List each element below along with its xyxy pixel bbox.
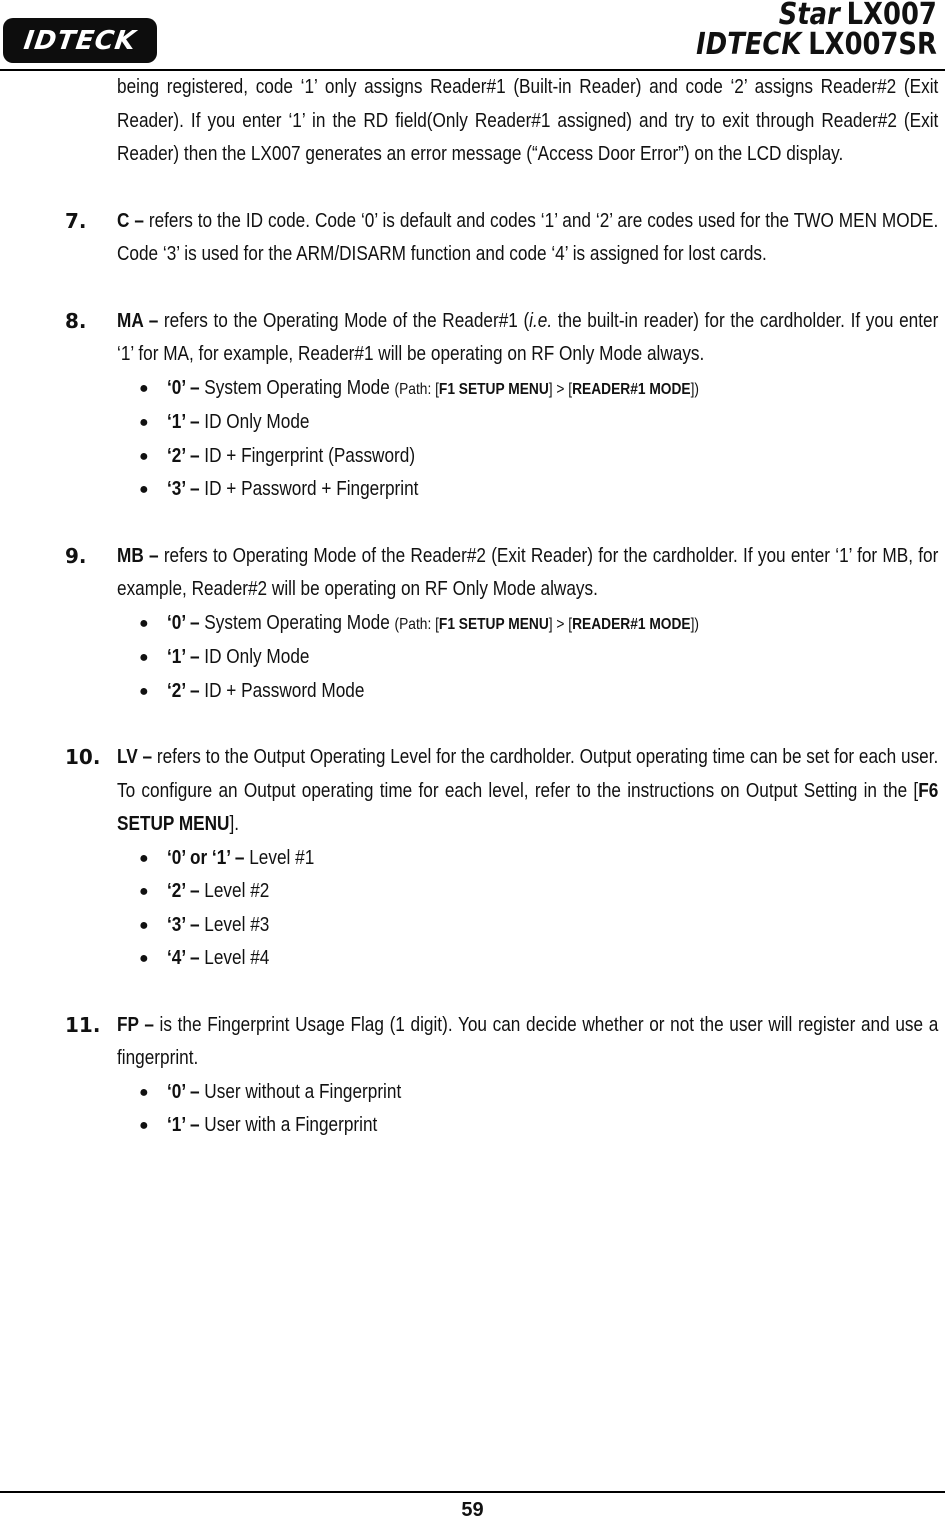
- option-label: Level #4: [199, 947, 270, 969]
- path-menu: F1 SETUP MENU: [438, 615, 549, 633]
- item-term: FP –: [117, 1013, 154, 1036]
- item-10-text: [117, 741, 938, 842]
- model-title-line-1: [779, 0, 937, 30]
- bullet-dot-icon: ●: [139, 950, 149, 967]
- item-description-cont: the built-in reader) for the cardholder. If you enter ‘1’ for MA, for example, Reader#1 will be operating on RF Only Mode always.: [117, 309, 939, 365]
- option-code: ‘2’ –: [167, 679, 200, 702]
- item-description-end: ].: [229, 813, 240, 835]
- option-code: ‘0’ –: [167, 611, 200, 634]
- path-submenu: READER#1 MODE: [572, 380, 691, 398]
- intro-block: [117, 71, 938, 172]
- intro-paragraph: being registered, code ‘1’ only assigns Reader#1 (Built-in Reader) and code ‘2’ assigns Reader#2 (Exit Reader). If you enter ‘1’ in the RD field(Only Reader#1 assigned) and try to exit through Reader#2 (Exit Reader) then the LX007 generates an error message (“Access Door Error”) on the LCD display.: [117, 76, 939, 165]
- item-description: refers to Operating Mode of the Reader#2 (Exit Reader) for the cardholder. If you enter ‘1’ for MB, for example, Reader#2 will be operating on RF Only Mode always.: [117, 544, 939, 600]
- list-item: [139, 875, 938, 909]
- option-code: ‘4’ –: [167, 947, 200, 969]
- option-code: ‘0’ or ‘1’ –: [167, 846, 245, 869]
- option-label: ID + Password Mode: [199, 679, 365, 702]
- item-term: MB: [117, 544, 144, 567]
- item-10: [65, 741, 939, 976]
- item-term: C: [117, 209, 130, 232]
- item-number: 11.: [65, 1012, 101, 1037]
- option-code: ‘1’ –: [167, 1114, 200, 1136]
- item-description: refers to the ID code. Code ‘0’ is default and codes ‘1’ and ‘2’ are codes used for the TWO MEN MODE. Code ‘3’ is used for the ARM/DISARM function and code ‘4’ is assigned for lost cards.: [117, 209, 939, 265]
- list-item: [139, 607, 938, 642]
- path-prefix: (Path: [: [394, 380, 439, 398]
- item-7: [65, 205, 939, 272]
- item-8-text: [117, 305, 938, 372]
- list-item: [139, 675, 938, 709]
- star-brand: Star: [778, 0, 840, 32]
- list-item: [139, 1109, 938, 1143]
- model-lx007sr: LX007SR: [808, 27, 937, 62]
- path-submenu: READER#1 MODE: [572, 615, 691, 633]
- option-label: Level #2: [199, 880, 270, 902]
- path-suffix: ]): [690, 380, 700, 398]
- bullet-dot-icon: ●: [139, 447, 149, 465]
- option-label: ID + Password + Fingerprint: [199, 478, 419, 500]
- bullet-dot-icon: ●: [139, 849, 149, 867]
- bullet-dot-icon: ●: [139, 1083, 149, 1101]
- item-number: 10.: [65, 745, 101, 769]
- option-label: System Operating Mode: [199, 376, 395, 399]
- menu-path: [395, 616, 699, 633]
- bullet-dot-icon: ●: [139, 1117, 149, 1134]
- item-description: is the Fingerprint Usage Flag (1 digit). You can decide whether or not the user will register and use a fingerprint.: [117, 1013, 939, 1069]
- idteck-logo: [3, 18, 157, 63]
- path-suffix: ]): [690, 615, 700, 633]
- option-label: ID Only Mode: [199, 411, 310, 433]
- bullet-dot-icon: ●: [139, 883, 149, 900]
- model-title-line-2: [696, 27, 937, 62]
- bullet-dot-icon: ●: [139, 414, 149, 431]
- bullet-dot-icon: ●: [139, 682, 149, 700]
- path-separator: ] > [: [548, 380, 573, 398]
- item-dash: –: [129, 209, 149, 232]
- list-item: [139, 406, 938, 440]
- item-dash: –: [143, 309, 164, 332]
- option-label: ID + Fingerprint (Password): [199, 444, 416, 467]
- bullet-dot-icon: ●: [139, 649, 149, 666]
- option-code: ‘3’ –: [167, 913, 200, 936]
- item-term: LV –: [117, 746, 153, 768]
- bullet-dot-icon: ●: [139, 481, 149, 498]
- idteck-brand: IDTECK: [696, 27, 802, 62]
- list-item: [139, 372, 938, 407]
- option-code: ‘0’ –: [167, 376, 200, 399]
- page-body: [0, 69, 945, 1143]
- item-11: [65, 1009, 939, 1143]
- path-prefix: (Path: [: [394, 615, 439, 633]
- list-item: [139, 942, 938, 976]
- option-label: ID Only Mode: [199, 646, 310, 668]
- list-item: [139, 1076, 938, 1110]
- item-7-text: [117, 205, 938, 272]
- option-code: ‘0’ –: [167, 1080, 200, 1103]
- option-code: ‘1’ –: [167, 646, 200, 668]
- bullet-dot-icon: ●: [139, 379, 149, 397]
- item-11-text: [117, 1009, 938, 1076]
- list-item: [139, 909, 938, 943]
- item-9: [65, 540, 939, 709]
- item-description: refers to the Operating Mode of the Reader#1 (: [163, 309, 530, 332]
- item-9-text: [117, 540, 938, 607]
- ie-abbrev: i.e.: [529, 309, 553, 332]
- list-item: [139, 440, 938, 474]
- item-dash: –: [143, 544, 164, 567]
- option-code: ‘2’ –: [167, 880, 200, 902]
- logo-text: IDTECK: [21, 25, 139, 56]
- option-label: User without a Fingerprint: [199, 1080, 402, 1103]
- list-item: [139, 473, 938, 507]
- page-number: 59: [461, 1499, 484, 1521]
- item-number: 8.: [65, 308, 87, 333]
- option-code: ‘2’ –: [167, 444, 200, 467]
- option-label: Level #1: [244, 846, 315, 869]
- item-8: [65, 305, 939, 507]
- option-code: ‘3’ –: [167, 478, 200, 500]
- option-label: Level #3: [199, 913, 270, 936]
- path-menu: F1 SETUP MENU: [438, 380, 549, 398]
- item-term: MA: [117, 309, 144, 332]
- menu-name: F6 SETUP MENU: [117, 779, 939, 835]
- bullet-dot-icon: ●: [139, 614, 149, 632]
- option-code: ‘1’ –: [167, 411, 200, 433]
- option-label: System Operating Mode: [199, 611, 395, 634]
- list-item: [139, 641, 938, 675]
- item-number: 9.: [65, 543, 87, 568]
- path-separator: ] > [: [548, 615, 573, 633]
- model-lx007: LX007: [846, 0, 937, 32]
- item-number: 7.: [65, 208, 87, 233]
- item-description: refers to the Output Operating Level for the cardholder. Output operating time can be set for each user. To configure an Output operating time for each level, refer to the instructions on Output Setting in the [: [117, 746, 939, 802]
- menu-path: [395, 381, 699, 398]
- list-item: [139, 842, 938, 876]
- footer-divider: [0, 1491, 945, 1493]
- bullet-dot-icon: ●: [139, 916, 149, 934]
- option-label: User with a Fingerprint: [199, 1114, 378, 1136]
